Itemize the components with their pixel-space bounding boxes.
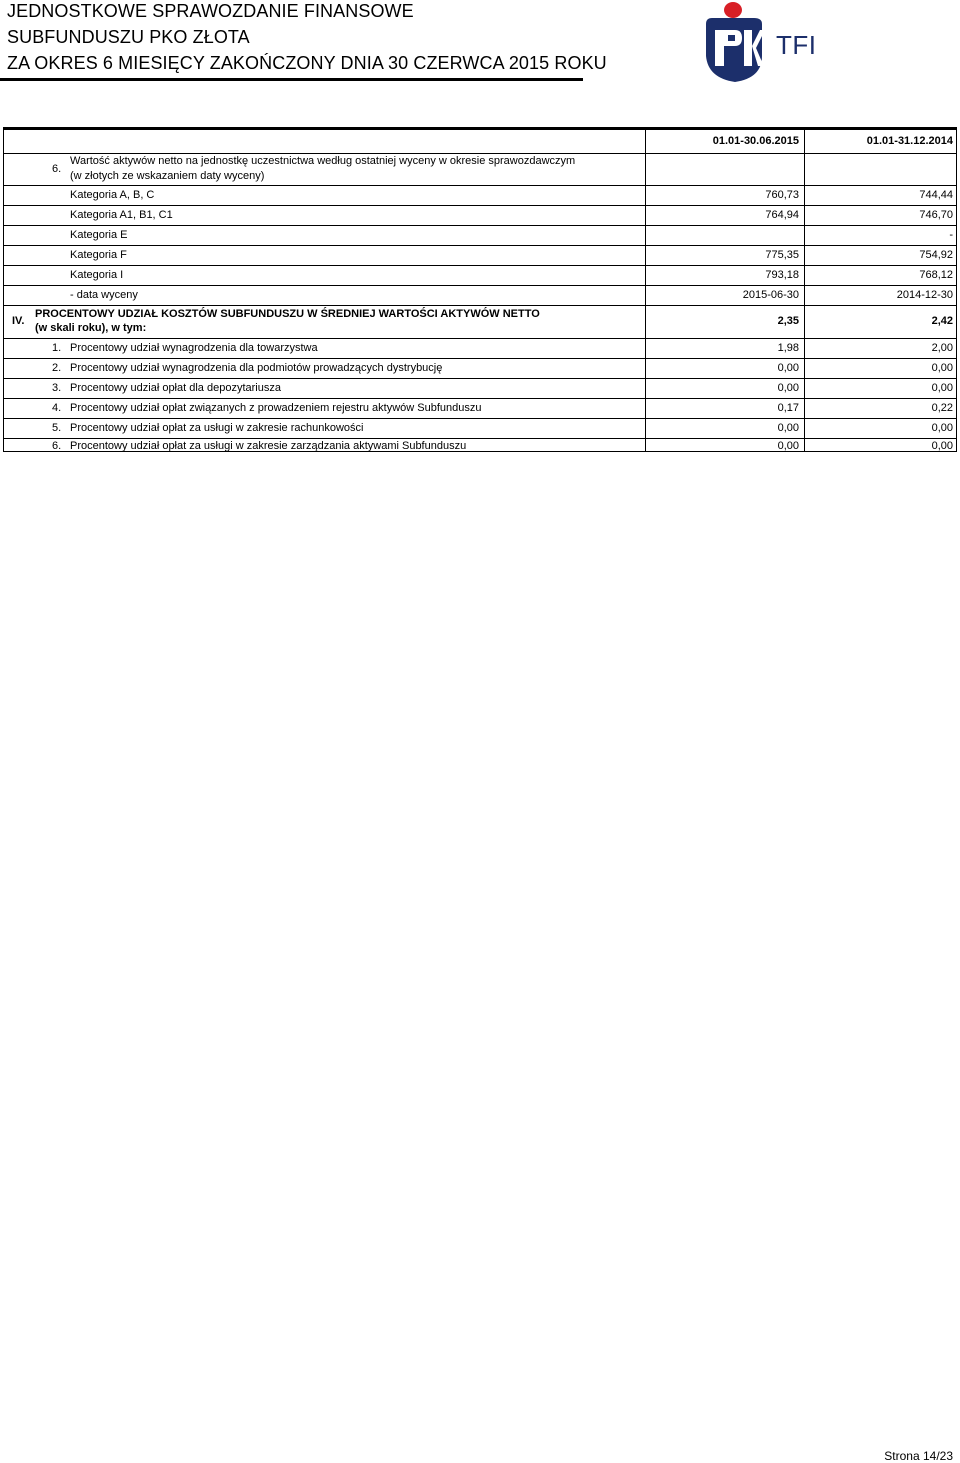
tfi-logo-text: TFI (776, 30, 817, 60)
row-number: 3. (52, 382, 62, 394)
section-iv-label-line-2: (w skali roku), w tym: (35, 322, 147, 334)
row-label: Kategoria E (70, 229, 128, 241)
row-value-2014: 2,00 (931, 342, 953, 354)
row-label: Kategoria A, B, C (70, 189, 155, 201)
table-row (4, 226, 956, 246)
row-value-2015: 1,98 (777, 342, 799, 354)
row-number: 2. (52, 362, 62, 374)
row-value-2015: 760,73 (765, 189, 799, 201)
row-number: 1. (52, 342, 62, 354)
report-title-line-3: ZA OKRES 6 MIESIĘCY ZAKOŃCZONY DNIA 30 CZERWCA 2015 ROKU (7, 53, 607, 73)
report-title-line-2: SUBFUNDUSZU PKO ZŁOTA (7, 27, 250, 47)
row-label: Procentowy udział wynagrodzenia dla towarzystwa (70, 342, 318, 354)
table-header-row (4, 130, 956, 154)
table-row (4, 419, 956, 439)
row-value-2015: 793,18 (765, 269, 799, 281)
report-title-line-1: JEDNOSTKOWE SPRAWOZDANIE FINANSOWE (7, 1, 414, 21)
row-label: Kategoria F (70, 249, 127, 261)
row-value-2015: 2015-06-30 (742, 289, 799, 301)
pko-piggybank-logo-icon (700, 0, 770, 84)
row-label: Kategoria I (70, 269, 124, 281)
section-iv-value-2015: 2,35 (777, 315, 799, 327)
financial-table (3, 127, 957, 452)
table-row (4, 186, 956, 206)
row-value-2014: 0,00 (931, 362, 953, 374)
section-6-label-line-2: (w złotych ze wskazaniem daty wyceny) (70, 170, 265, 182)
row-value-2014: 754,92 (919, 249, 953, 261)
section-number: IV. (12, 315, 25, 327)
row-label: Procentowy udział opłat związanych z prowadzeniem rejestru aktywów Subfunduszu (70, 402, 482, 414)
section-iv-label-line-1: PROCENTOWY UDZIAŁ KOSZTÓW SUBFUNDUSZU W ŚREDNIEJ WARTOŚCI AKTYWÓW NETTO (35, 308, 540, 320)
section-6-row (4, 154, 956, 186)
report-title (7, 0, 607, 76)
row-value-2015: 0,00 (777, 362, 799, 374)
row-value-2015: 0,00 (777, 382, 799, 394)
table-row (4, 339, 956, 359)
row-number: 4. (52, 402, 62, 414)
row-value-2014: 0,00 (931, 382, 953, 394)
section-6-label-line-1: Wartość aktywów netto na jednostkę uczestnictwa według ostatniej wyceny w okresie sprawozdawczym (70, 155, 576, 167)
row-value-2014: - (949, 229, 953, 241)
table-row (4, 379, 956, 399)
row-label: - data wyceny (70, 289, 138, 301)
row-number: 6. (52, 440, 62, 452)
row-label: Procentowy udział wynagrodzenia dla podmiotów prowadzących dystrybucję (70, 362, 443, 374)
row-value-2014: 768,12 (919, 269, 953, 281)
table-row (4, 266, 956, 286)
row-value-2014: 0,00 (931, 422, 953, 434)
row-label: Procentowy udział opłat dla depozytariusza (70, 382, 281, 394)
page-header (0, 0, 960, 90)
row-value-2014: 744,44 (919, 189, 953, 201)
row-value-2014: 2014-12-30 (896, 289, 953, 301)
row-value-2015: 775,35 (765, 249, 799, 261)
row-value-2015: 0,00 (777, 440, 799, 452)
table-row (4, 246, 956, 266)
row-number: 5. (52, 422, 62, 434)
row-label: Procentowy udział opłat za usługi w zakresie rachunkowości (70, 422, 364, 434)
table-row (4, 206, 956, 226)
column-header-2014: 01.01-31.12.2014 (866, 135, 953, 147)
row-value-2015: 0,17 (777, 402, 799, 414)
table-row (4, 286, 956, 306)
row-value-2014: 746,70 (919, 209, 953, 221)
row-value-2014: 0,00 (931, 440, 953, 452)
page-number: Strona 14/23 (884, 1449, 953, 1463)
row-label: Kategoria A1, B1, C1 (70, 209, 173, 221)
section-iv-value-2014: 2,42 (931, 315, 953, 327)
section-number: 6. (52, 163, 62, 175)
header-rule (0, 78, 583, 81)
column-header-2015: 01.01-30.06.2015 (712, 135, 799, 147)
table-row (4, 439, 956, 452)
row-value-2015: 764,94 (765, 209, 799, 221)
section-iv-row (4, 306, 956, 339)
table-row (4, 399, 956, 419)
row-label: Procentowy udział opłat za usługi w zakresie zarządzania aktywami Subfunduszu (70, 440, 467, 452)
row-value-2015: 0,00 (777, 422, 799, 434)
row-value-2014: 0,22 (931, 402, 953, 414)
table-row (4, 359, 956, 379)
